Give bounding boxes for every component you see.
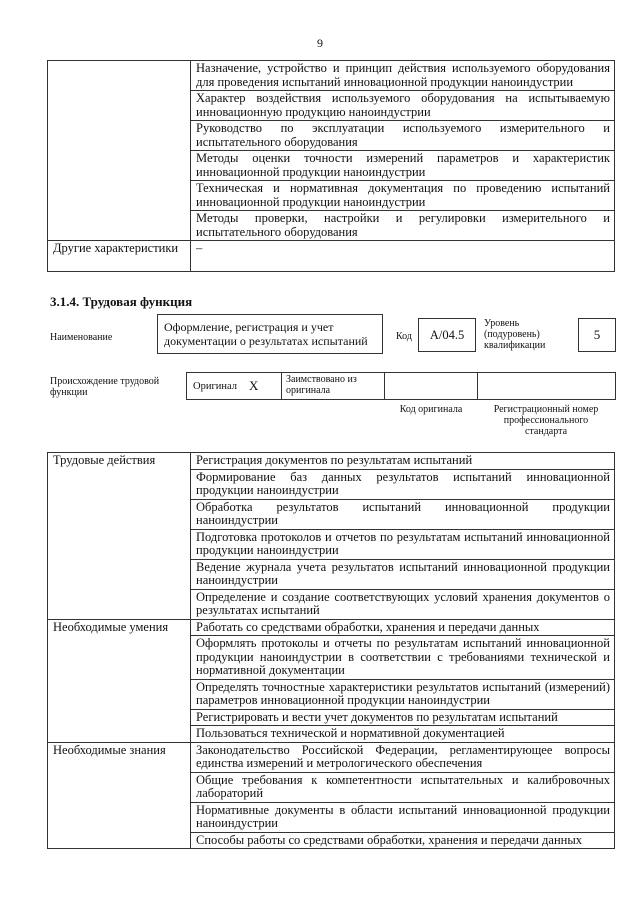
table-cell: Обработка результатов испытаний инновационной продукции наноиндустрии (191, 499, 615, 529)
code-box (418, 318, 476, 352)
table-cell: Работать со средствами обработки, хранения и передачи данных (191, 619, 615, 636)
table-cell: Руководство по эксплуатации используемого измерительного и испытательного оборудования (191, 121, 615, 151)
table-cell: Методы проверки, настройки и регулировки измерительного и испытательного оборудования (191, 211, 615, 241)
level-box (578, 318, 616, 352)
table-cell: Определение и создание соответствующих условий хранения документов о результатах испытаний (191, 589, 615, 619)
table-row (48, 453, 615, 470)
group-label-actions: Трудовые действия (48, 453, 191, 620)
table-cell: Формирование баз данных результатов испытаний инновационной продукции наноиндустрии (191, 469, 615, 499)
original-code-box (384, 372, 478, 400)
table-cell: Подготовка протоколов и отчетов по результатам испытаний инновационной продукции наноиндустрии (191, 529, 615, 559)
table-cell: Пользоваться технической и нормативной документацией (191, 726, 615, 743)
table-cell: Регистрация документов по результатам испытаний (191, 453, 615, 470)
name-label: Наименование (50, 332, 113, 343)
code-label: Код (396, 331, 412, 342)
table-cell: Законодательство Российской Федерации, регламентирующее вопросы единства измерений и метрологического обеспечения (191, 742, 615, 772)
table-row (48, 61, 615, 91)
table-cell: Общие требования к компетентности испытательных и калибровочных лабораторий (191, 772, 615, 802)
level-label: Уровень (подуровень) квалификации (484, 318, 546, 351)
table-row (48, 742, 615, 772)
table-cell: Назначение, устройство и принцип действия используемого оборудования для проведения испытаний инновационной продукции наноиндустрии (191, 61, 615, 91)
table-cell: Техническая и нормативная документация по проведению испытаний инновационной продукции наноиндустрии (191, 181, 615, 211)
knowledge-table-continued (47, 60, 615, 272)
code-value: А/04.5 (429, 327, 465, 342)
other-characteristics-label: Другие характеристики (48, 241, 191, 272)
table-row (48, 241, 615, 272)
borrowed-label: Заимствовано из оригинала (286, 374, 357, 396)
function-details-table (47, 452, 615, 849)
original-box (186, 372, 282, 400)
origin-label: Происхождение трудовой функции (50, 376, 160, 398)
original-label: Оригинал (193, 380, 237, 392)
group-label-skills: Необходимые умения (48, 619, 191, 742)
original-mark: X (249, 378, 259, 393)
table-cell: Способы работы со средствами обработки, хранения и передачи данных (191, 832, 615, 849)
section-title: 3.1.4. Трудовая функция (50, 294, 193, 309)
level-value: 5 (593, 327, 601, 342)
function-name-value: Оформление, регистрация и учет документации о результатах испытаний (164, 320, 368, 348)
table-row (48, 619, 615, 636)
table-cell: Определять точностные характеристики результатов испытаний (измерений) параметров инновационной продукции наноиндустрии (191, 679, 615, 709)
registration-number-box (477, 372, 616, 400)
function-name-box (157, 314, 383, 354)
table-cell: Нормативные документы в области испытаний инновационной продукции наноиндустрии (191, 802, 615, 832)
registration-number-caption: Регистрационный номер профессионального стандарта (493, 404, 599, 437)
table-cell: Характер воздействия используемого оборудования на испытываемую инновационную продукцию наноиндустрии (191, 91, 615, 121)
table-cell: Методы оценки точности измерений параметров и характеристик инновационной продукции наноиндустрии (191, 151, 615, 181)
original-code-caption: Код оригинала (399, 404, 463, 415)
borrowed-box (281, 372, 385, 400)
table-cell: Регистрировать и вести учет документов по результатам испытаний (191, 709, 615, 726)
table-cell: Ведение журнала учета результатов испытаний инновационной продукции наноиндустрии (191, 559, 615, 589)
page-number: 9 (317, 36, 323, 50)
other-characteristics-value: – (191, 241, 615, 272)
table-cell: Оформлять протоколы и отчеты по результатам испытаний инновационной продукции наноиндустрии в соответствии с требованиями технической и нормативной документации (191, 636, 615, 680)
empty-label-cell (48, 61, 191, 241)
group-label-knowledge: Необходимые знания (48, 742, 191, 849)
